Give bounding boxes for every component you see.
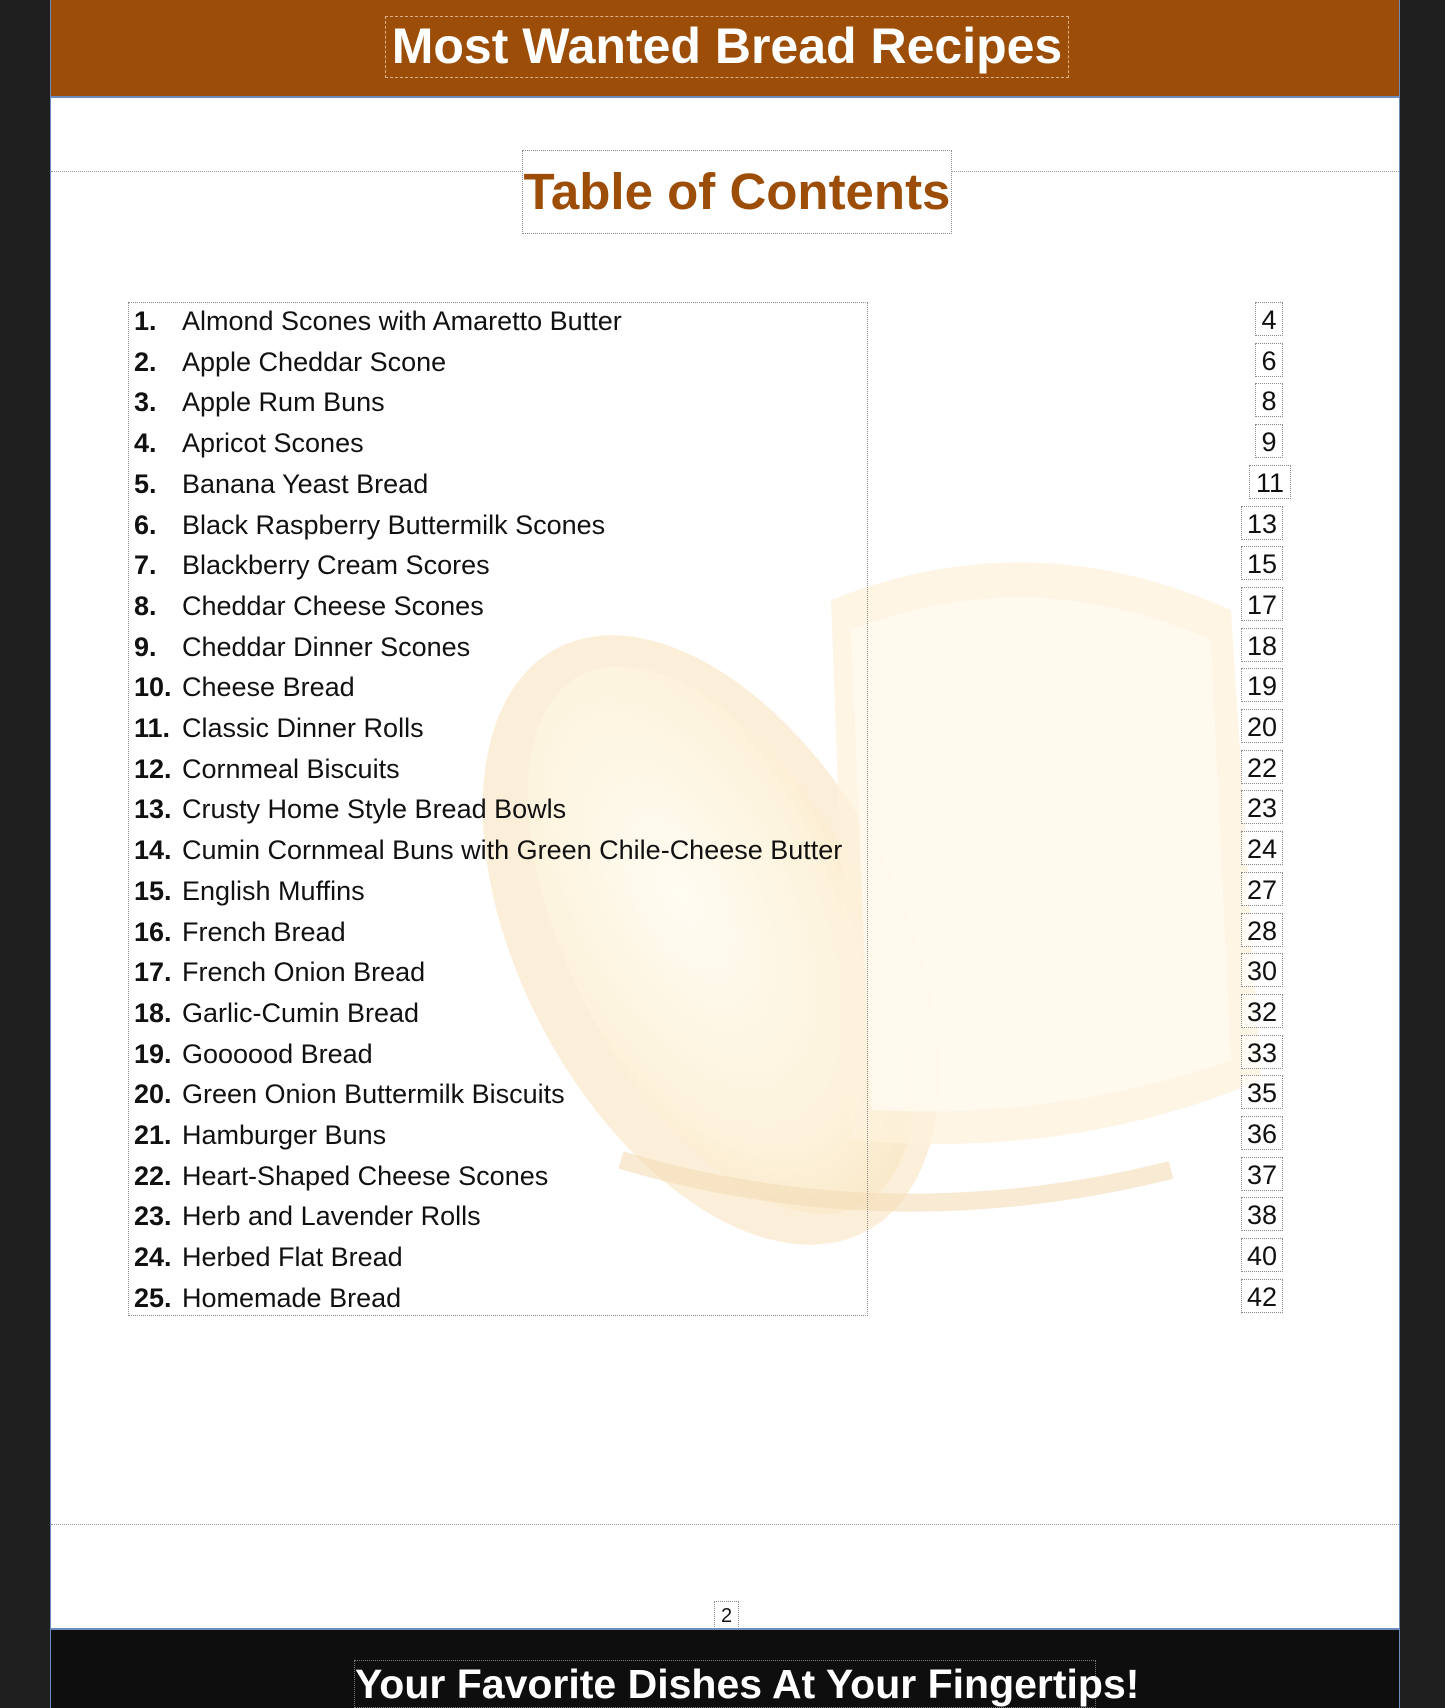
toc-page-number[interactable]: 11: [1249, 465, 1291, 499]
toc-page-number[interactable]: 15: [1241, 546, 1283, 580]
toc-entry: [134, 751, 400, 791]
toc-entry-label: Cheddar Dinner Scones: [182, 631, 471, 662]
toc-entry-label: French Onion Bread: [182, 957, 426, 988]
toc-entry-number: 22.: [134, 1160, 172, 1191]
toc-entry-label: Blackberry Cream Scores: [182, 550, 490, 581]
toc-page-number[interactable]: 6: [1255, 343, 1283, 377]
toc-page-number[interactable]: 40: [1241, 1238, 1283, 1272]
toc-entry-label: Apple Rum Buns: [182, 387, 385, 418]
toc-entry: [134, 303, 622, 343]
toc-page-number[interactable]: 27: [1241, 872, 1283, 906]
toc-entry-number: 20.: [134, 1079, 172, 1110]
toc-entry-label: Herbed Flat Bread: [182, 1242, 403, 1273]
toc-page-number[interactable]: 33: [1241, 1035, 1283, 1069]
toc-entry-number: 1.: [134, 306, 157, 336]
toc-page-number[interactable]: 20: [1241, 709, 1283, 743]
toc-page-number[interactable]: 4: [1255, 302, 1283, 336]
toc-entry-label: Garlic-Cumin Bread: [182, 997, 420, 1028]
toc-entry-label: Black Raspberry Buttermilk Scones: [182, 509, 606, 540]
toc-entry: [134, 710, 424, 750]
toc-page-number[interactable]: 36: [1241, 1116, 1283, 1150]
toc-entry-label: French Bread: [182, 916, 346, 947]
toc-entry-number: 10.: [134, 672, 172, 703]
toc-entry: [134, 995, 419, 1035]
toc-page-number[interactable]: 18: [1241, 628, 1283, 662]
toc-entry-label: Apple Cheddar Scone: [182, 346, 447, 377]
toc-title[interactable]: Table of Contents: [522, 150, 952, 234]
toc-entry-number: 18.: [134, 997, 172, 1028]
toc-entry-number: 12.: [134, 753, 172, 784]
toc-entry-number: 21.: [134, 1120, 172, 1150]
footer-region-boundary: [51, 1524, 1399, 1525]
toc-page-number[interactable]: 19: [1241, 668, 1283, 702]
header-title[interactable]: Most Wanted Bread Recipes: [385, 16, 1069, 78]
toc-entry: [134, 1036, 373, 1076]
toc-entry-list[interactable]: [128, 302, 868, 1316]
toc-entry-number: 25.: [134, 1282, 172, 1313]
toc-entry-number: 2.: [134, 346, 157, 377]
toc-entry: [134, 1117, 386, 1157]
toc-entry-label: Herb and Lavender Rolls: [182, 1201, 481, 1232]
toc-page-number[interactable]: 30: [1241, 953, 1283, 987]
toc-entry-label: Cheese Bread: [182, 672, 355, 703]
toc-entry-number: 11.: [134, 713, 171, 743]
toc-entry: [134, 791, 566, 831]
toc-page-number[interactable]: 13: [1241, 506, 1283, 540]
toc-page-number[interactable]: 35: [1241, 1075, 1283, 1109]
toc-page-number[interactable]: 8: [1255, 383, 1283, 417]
toc-entry-number: 24.: [134, 1242, 172, 1273]
toc-entry: [134, 344, 446, 384]
toc-entry-number: 3.: [134, 387, 157, 418]
toc-entry-label: Apricot Scones: [182, 428, 364, 459]
toc-entry-number: 6.: [134, 509, 157, 540]
toc-page-number[interactable]: 28: [1241, 913, 1283, 947]
toc-entry: [134, 873, 365, 913]
toc-entry-label: Homemade Bread: [182, 1282, 402, 1313]
toc-page-number[interactable]: 23: [1241, 790, 1283, 824]
toc-entry: [134, 588, 484, 628]
toc-page-number[interactable]: 32: [1241, 994, 1283, 1028]
toc-page-number[interactable]: 22: [1241, 750, 1283, 784]
toc-entry-label: Cumin Cornmeal Buns with Green Chile-Cheese Butter: [182, 835, 843, 866]
toc-entry: [134, 629, 470, 669]
toc-page-number[interactable]: 9: [1255, 424, 1283, 458]
toc-entry-number: 15.: [134, 875, 172, 906]
toc-entry-number: 8.: [134, 590, 157, 621]
toc-entry: [134, 1076, 565, 1116]
page-number[interactable]: 2: [714, 1601, 739, 1631]
toc-entry-label: Crusty Home Style Bread Bowls: [182, 794, 567, 825]
toc-entry-label: Green Onion Buttermilk Biscuits: [182, 1079, 565, 1110]
toc-entry: [134, 954, 425, 994]
toc-entry-label: Almond Scones with Amaretto Butter: [182, 306, 622, 336]
toc-entry: [134, 1158, 548, 1198]
toc-entry-number: 13.: [134, 794, 172, 825]
toc-entry: [134, 1198, 481, 1238]
toc-entry: [134, 507, 605, 547]
toc-entry: [134, 547, 490, 587]
toc-page-number[interactable]: 24: [1241, 831, 1283, 865]
toc-page-number[interactable]: 17: [1241, 587, 1283, 621]
toc-entry-number: 14.: [134, 835, 172, 866]
toc-entry: [134, 832, 842, 872]
toc-entry-label: Cheddar Cheese Scones: [182, 590, 484, 621]
toc-entry: [134, 669, 355, 709]
toc-entry-label: Classic Dinner Rolls: [182, 713, 424, 743]
toc-entry: [134, 466, 428, 506]
toc-entry: [134, 914, 346, 954]
toc-entry-number: 7.: [134, 550, 157, 581]
toc-entry-label: Goooood Bread: [182, 1038, 373, 1069]
document-page: [50, 0, 1400, 1708]
toc-entry: [134, 425, 364, 465]
toc-entry-number: 16.: [134, 916, 172, 947]
toc-entry-label: Heart-Shaped Cheese Scones: [182, 1160, 549, 1191]
toc-entry-number: 17.: [134, 957, 172, 988]
toc-entry-number: 9.: [134, 631, 157, 662]
toc-entry-number: 23.: [134, 1201, 172, 1232]
toc-page-number[interactable]: 37: [1241, 1157, 1283, 1191]
toc-entry-label: Hamburger Buns: [182, 1120, 387, 1150]
toc-page-number[interactable]: 38: [1241, 1197, 1283, 1231]
toc-entry-label: Cornmeal Biscuits: [182, 753, 400, 784]
toc-entry: [134, 1280, 401, 1320]
footer-title[interactable]: Your Favorite Dishes At Your Fingertips!: [355, 1661, 1140, 1707]
toc-page-number[interactable]: 42: [1241, 1279, 1283, 1313]
toc-entry-label: Banana Yeast Bread: [182, 468, 429, 499]
toc-entry-number: 4.: [134, 428, 157, 459]
toc-entry-number: 5.: [134, 468, 157, 499]
toc-entry-label: English Muffins: [182, 875, 365, 906]
toc-entry-number: 19.: [134, 1038, 172, 1069]
toc-entry: [134, 384, 385, 424]
toc-entry: [134, 1239, 403, 1279]
